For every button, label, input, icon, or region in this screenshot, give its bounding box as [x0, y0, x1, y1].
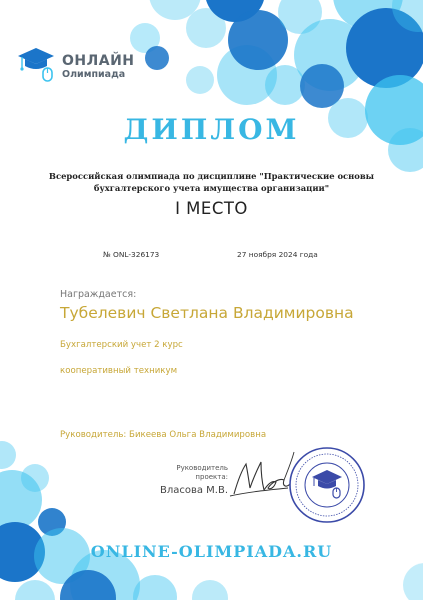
olympiad-description-line1: Всероссийская олимпиада по дисциплине "Практические основы — [48, 171, 375, 181]
olympiad-logo — [16, 46, 135, 88]
awarded-label: Награждается: — [60, 289, 137, 300]
stamp-seal — [288, 446, 366, 524]
recipient-name: Тубелевич Светлана Владимировна — [60, 304, 354, 322]
project-head-label-line1: Руководитель — [176, 464, 228, 472]
project-head-label — [160, 464, 228, 482]
logo-title: ОНЛАЙН — [62, 53, 135, 70]
diploma-date: 27 ноября 2024 года — [237, 250, 318, 259]
website-url: ONLINE-OLIMPIADA.RU — [90, 542, 333, 561]
place-label: I МЕСТО — [175, 199, 248, 218]
project-head-name: Власова М.В. — [159, 485, 228, 496]
graduation-cap-mouse-icon — [16, 46, 56, 88]
supervisor: Руководитель: Бикеева Ольга Владимировна — [60, 430, 267, 440]
olympiad-description — [40, 170, 383, 194]
recipient-course: Бухгалтерский учет 2 курс — [60, 340, 183, 350]
project-head-label-line2: проекта: — [195, 473, 228, 481]
logo-subtitle: Олимпиада — [62, 69, 126, 81]
recipient-institution: кооперативный техникум — [60, 366, 178, 376]
diploma-number: № ONL-326173 — [103, 250, 160, 259]
olympiad-description-line2: бухгалтерского учета имущества организации" — [93, 183, 330, 193]
diploma-title: ДИПЛОМ — [123, 113, 300, 146]
